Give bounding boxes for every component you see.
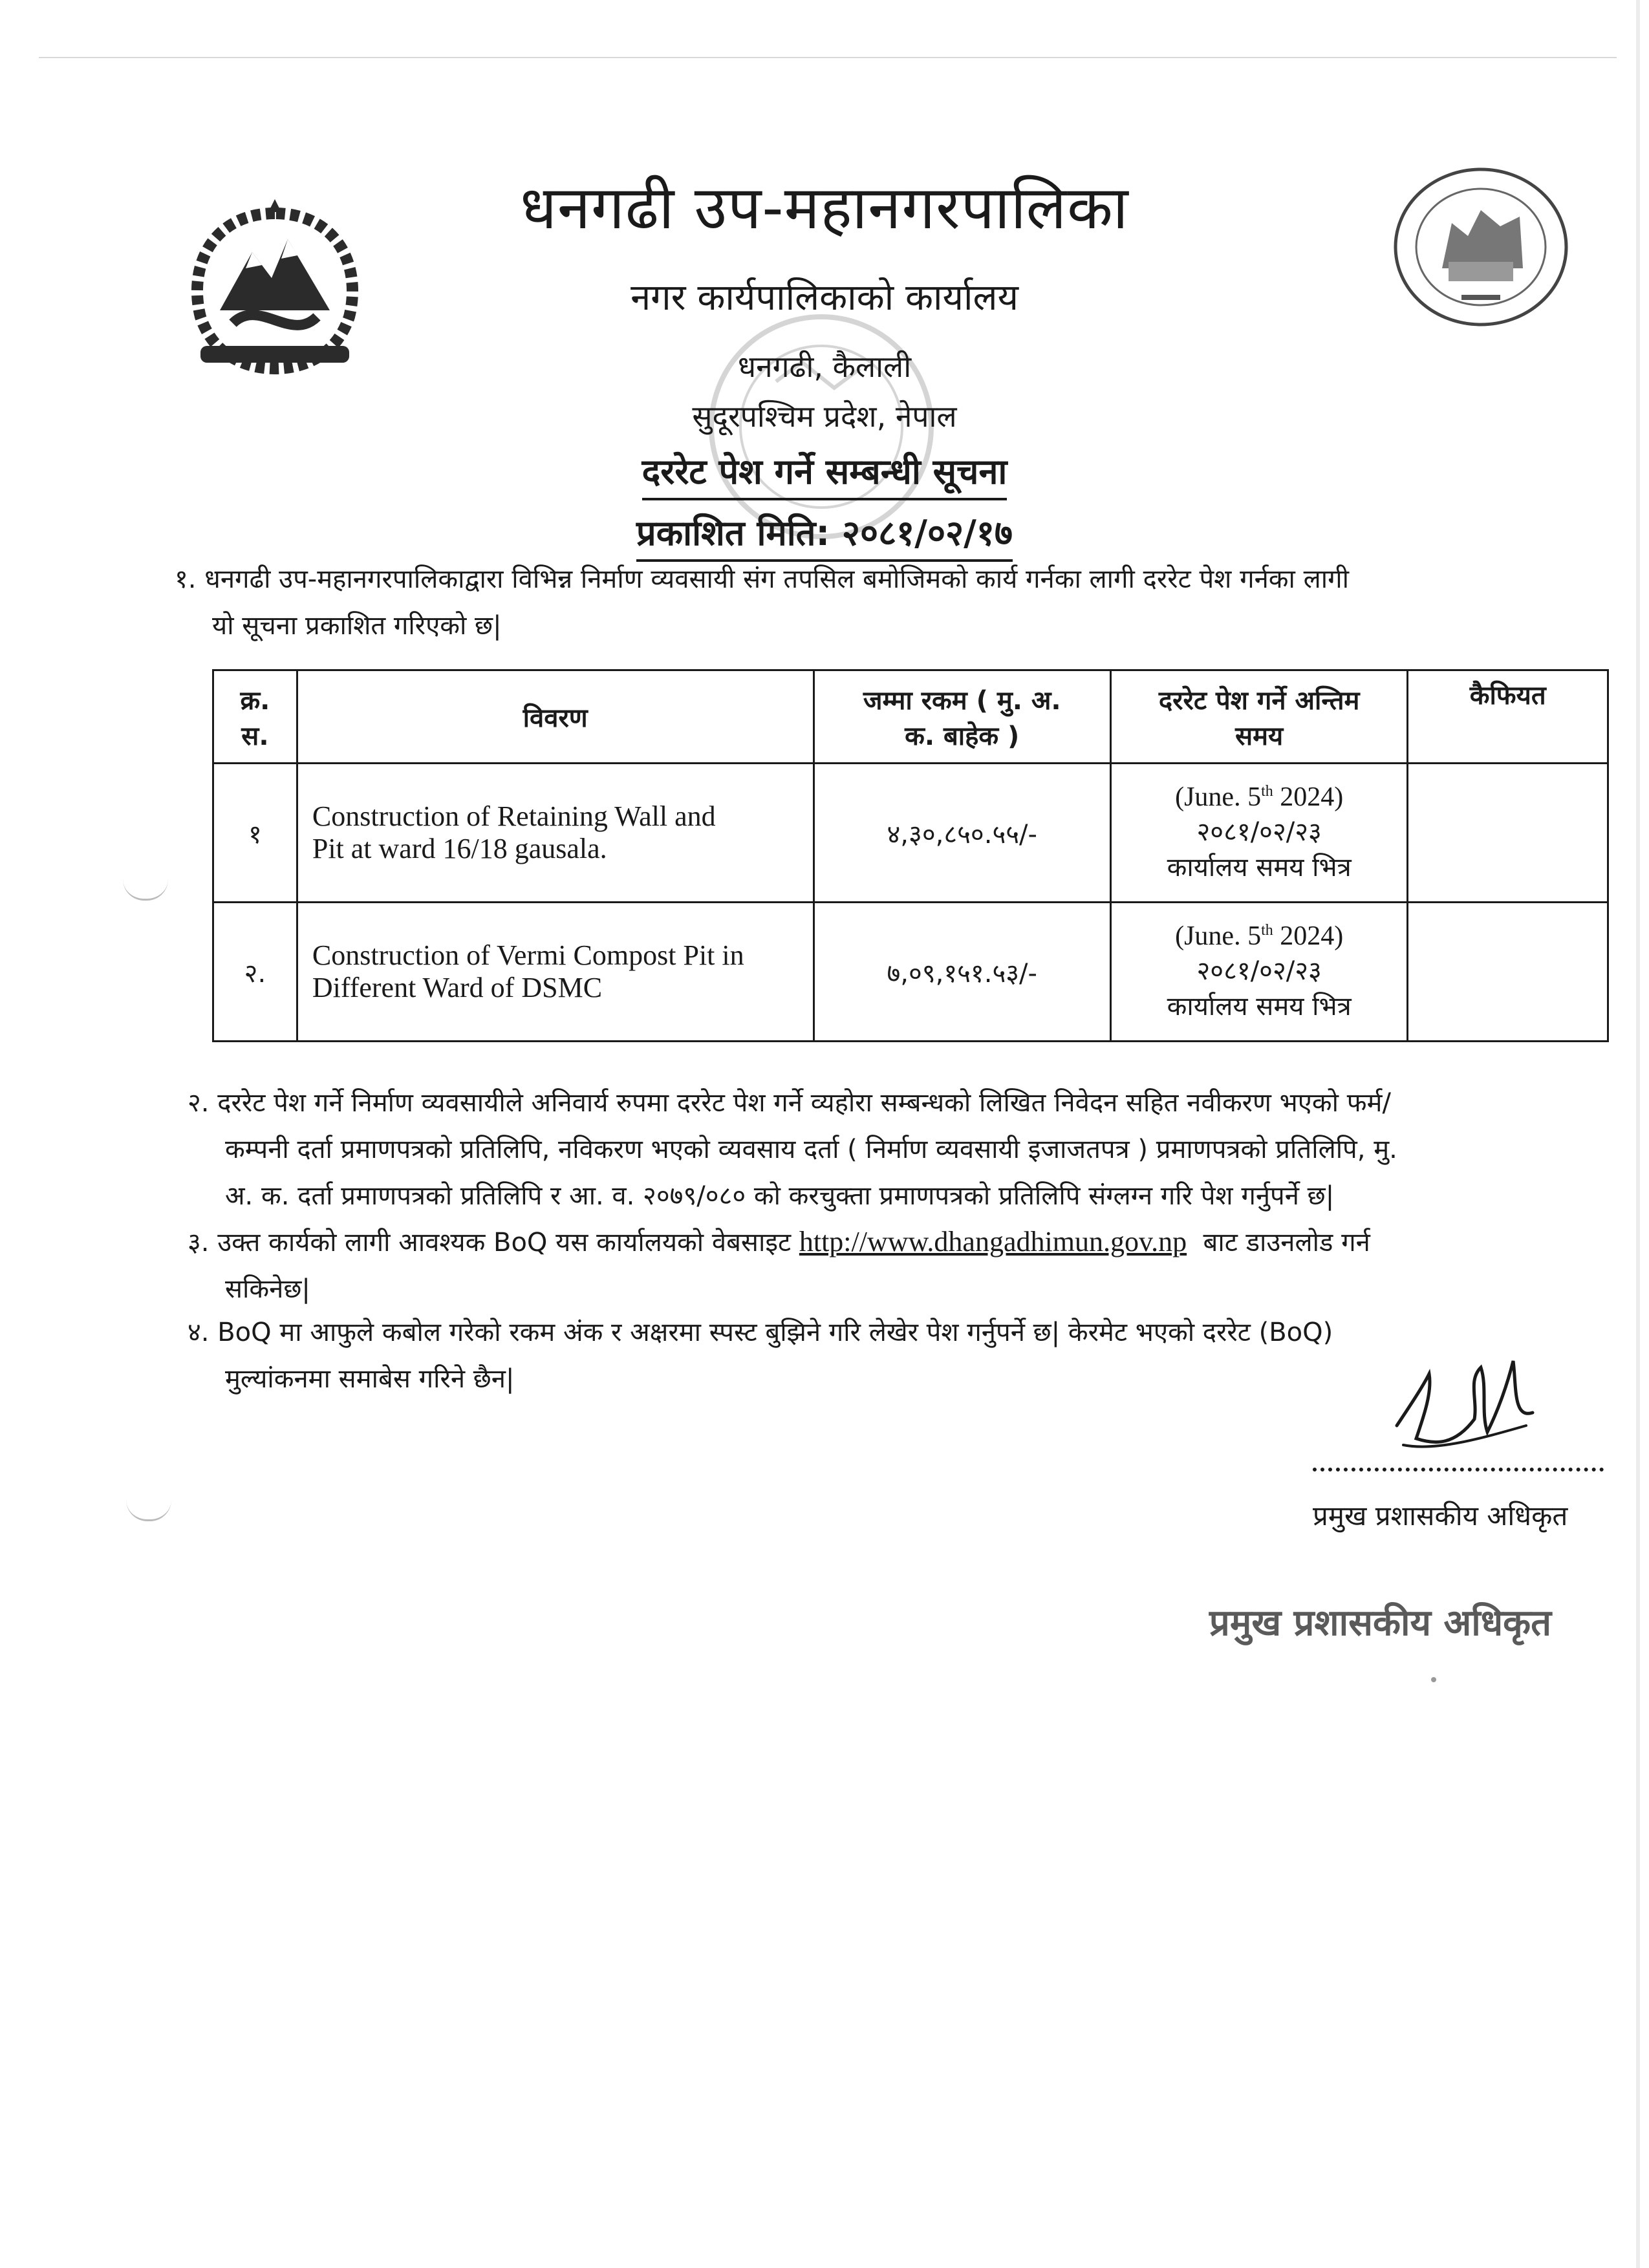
website-link[interactable]: http://www.dhangadhimun.gov.np	[799, 1226, 1187, 1257]
paragraph-4-text-1: BoQ मा आफुले कबोल गरेको रकम अंक र अक्षरमा स्पस्ट बुझिने गरि लेखेर पेश गर्नुपर्ने छ| केरमेट भएको दररेट (BoQ)	[217, 1318, 1333, 1347]
header-deadline-line-1: दररेट पेश गर्ने अन्तिम	[1158, 685, 1360, 716]
paragraph-2-text-3: अ. क. दर्ता प्रमाणपत्रको प्रतिलिपि र आ. व. २०७९/०८० को करचुक्ता प्रमाणपत्रको प्रतिलिपि संग्लग्न गरि पेश गर्नुपर्ने छ|	[225, 1181, 1335, 1211]
deadline-english-sup: th	[1261, 783, 1273, 800]
header-amount-line-2: क. बाहेक )	[905, 721, 1020, 751]
published-date: २०८१/०२/१७	[841, 513, 1013, 553]
table-row	[213, 764, 1608, 903]
published-date-wrap	[636, 508, 1013, 562]
signatory-designation: प्रमुख प्रशासकीय अधिकृत	[1313, 1500, 1568, 1532]
paragraph-3-text-post: बाट डाउनलोड गर्न	[1203, 1228, 1370, 1257]
province-country: सुदूरपश्चिम प्रदेश, नेपाल	[692, 399, 957, 434]
paragraph-1-number: १.	[175, 564, 197, 594]
paragraph-1-text-1: धनगढी उप-महानगरपालिकाद्वारा विभिन्न निर्माण व्यवसायी संग तपसिल बमोजिमको कार्य गर्नका लागी दररेट पेश गर्नका लागी	[204, 564, 1349, 594]
row-description-line-1: Construction of Vermi Compost Pit in	[312, 939, 744, 971]
row-description-line-2: Different Ward of DSMC	[312, 972, 603, 1003]
row-remarks	[1408, 764, 1608, 903]
deadline-english-pre: (June. 5	[1175, 921, 1262, 951]
scan-edge-mark	[123, 879, 168, 901]
paragraph-3-text-pre: उक्त कार्यको लागी आवश्यक BoQ यस कार्यालयको वेबसाइट	[217, 1228, 792, 1257]
paragraph-2	[188, 1080, 1617, 1219]
paragraph-1	[175, 556, 1617, 649]
header-amount-line-1: जम्मा रकम ( मु. अ.	[863, 685, 1061, 716]
header-serial-line-1: क्र.	[240, 685, 270, 716]
row-description	[297, 903, 814, 1042]
table-row	[213, 903, 1608, 1042]
table-header-row	[213, 670, 1608, 764]
row-deadline-english	[1119, 782, 1399, 813]
row-description-line-2: Pit at ward 16/18 gausala.	[312, 833, 607, 864]
header-deadline	[1110, 670, 1407, 764]
paragraph-3-text-2: सकिनेछ|	[225, 1274, 310, 1304]
notice-title	[0, 446, 1649, 500]
paragraph-3-number: ३.	[188, 1228, 210, 1257]
row-description	[297, 764, 814, 903]
row-serial: २.	[213, 903, 297, 1042]
notice-title-text: दररेट पेश गर्ने सम्बन्धी सूचना	[642, 446, 1008, 500]
row-deadline-note: कार्यालय समय भित्र	[1167, 853, 1352, 883]
row-deadline-nepali: २०८१/०२/२३	[1196, 956, 1322, 986]
deadline-english-post: 2024)	[1273, 921, 1344, 951]
header-serial-line-2: स.	[241, 721, 269, 751]
header-description: विवरण	[297, 670, 814, 764]
header-amount	[814, 670, 1110, 764]
tender-table	[212, 669, 1609, 1042]
page-edge-top	[39, 57, 1617, 58]
published-label: प्रकाशित मिति:	[636, 513, 830, 553]
paragraph-4-number: ४.	[188, 1318, 210, 1347]
paragraph-2-number: २.	[188, 1088, 210, 1118]
deadline-english-pre: (June. 5	[1175, 782, 1262, 812]
row-deadline	[1110, 764, 1407, 903]
deadline-english-post: 2024)	[1273, 782, 1344, 812]
paragraph-3-line-1	[188, 1219, 1617, 1266]
row-description-line-1: Construction of Retaining Wall and	[312, 800, 716, 832]
header-remarks: कैफियत	[1408, 670, 1608, 764]
row-deadline	[1110, 903, 1407, 1042]
row-amount: ४,३०,८५०.५५/-	[814, 764, 1110, 903]
paragraph-2-text-1: दररेट पेश गर्ने निर्माण व्यवसायीले अनिवार्य रुपमा दररेट पेश गर्ने व्यहोरा सम्बन्धको लिखित निवेदन सहित नवीकरण भएको फर्म/	[217, 1088, 1391, 1118]
header-serial	[213, 670, 297, 764]
row-remarks	[1408, 903, 1608, 1042]
scan-edge-mark	[126, 1500, 171, 1521]
row-serial: १	[213, 764, 297, 903]
handwritten-signature-icon	[1384, 1348, 1552, 1471]
designation-stamp: प्रमुख प्रशासकीय अधिकृत	[1209, 1602, 1552, 1644]
page-edge-right	[1636, 0, 1640, 2268]
published-date-line	[0, 508, 1649, 562]
paragraph-1-line-1	[175, 556, 1617, 603]
organization-name: धनगढी उप-महानगरपालिका	[520, 173, 1129, 242]
header-deadline-line-2: समय	[1235, 721, 1284, 751]
signature-dotted-line	[1313, 1468, 1604, 1471]
row-amount: ७,०९,१५१.५३/-	[814, 903, 1110, 1042]
row-deadline-note: कार्यालय समय भित्र	[1167, 992, 1352, 1022]
row-deadline-english	[1119, 921, 1399, 952]
paragraph-3	[188, 1219, 1617, 1312]
row-deadline-nepali: २०८१/०२/२३	[1196, 817, 1322, 847]
deadline-english-sup: th	[1261, 922, 1273, 939]
paragraph-2-text-2: कम्पनी दर्ता प्रमाणपत्रको प्रतिलिपि, नविकरण भएको व्यवसाय दर्ता ( निर्माण व्यवसायी इजाजतपत्र ) प्रमाणपत्रको प्रतिलिपि, मु.	[225, 1135, 1397, 1164]
paragraph-4-text-2: मुल्यांकनमा समाबेस गरिने छैन|	[225, 1364, 515, 1394]
paragraph-1-text-2: यो सूचना प्रकाशित गरिएको छ|	[212, 611, 502, 641]
scan-speck	[1431, 1677, 1436, 1682]
office-name: नगर कार्यपालिकाको कार्यालय	[630, 277, 1018, 319]
city-district: धनगढी, कैलाली	[737, 349, 912, 384]
paragraph-2-line-1	[188, 1080, 1617, 1126]
